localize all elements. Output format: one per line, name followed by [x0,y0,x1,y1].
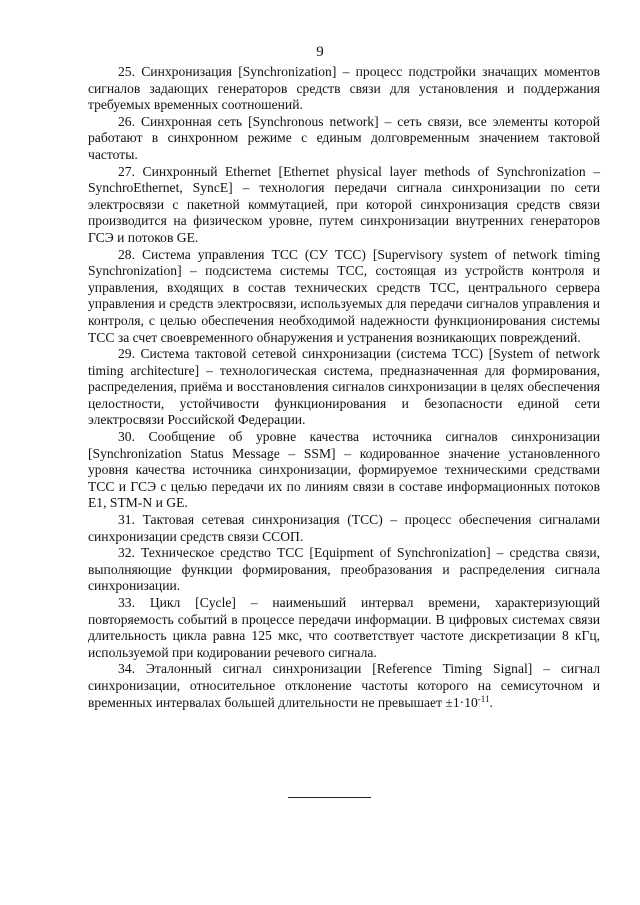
definition-34-text: 34. Эталонный сигнал синхронизации [Reference Timing Signal] – сигнал синхронизации, относительное отклонение частоты которого на семисуточном и временных интервалах большей длительности не превышает ±1·10 [88,661,600,710]
page-number: 9 [316,44,324,60]
definition-27: 27. Синхронный Ethernet [Ethernet physical layer methods of Synchronization – SynchroEthernet, SyncE] – технология передачи сигнала синхронизации по сети электросвязи с пакетной коммутацией, при которой синхронизация средств связи производится на физическом уровне, путем синхронизации внутренних генераторов ГСЭ и потоков GE. [88,163,600,245]
definition-26: 26. Синхронная сеть [Synchronous network] – сеть связи, все элементы которой работают в синхронном режиме с единым долговременным значением тактовой частоты. [88,113,600,162]
document-body [88,64,600,711]
definition-29: 29. Система тактовой сетевой синхронизации (система ТСС) [System of network timing architecture] – технологическая система, предназначенная для формирования, распределения, приёма и восстановления сигналов синхронизации в целях обеспечения целостности, устойчивости функционирования и безопасности единой сети электросвязи Российской Федерации. [88,346,600,428]
definition-32: 32. Техническое средство ТСС [Equipment of Synchronization] – средства связи, выполняющие функции формирования, преобразования и распределения сигнала синхронизации. [88,545,600,594]
end-rule [288,797,371,798]
definition-34 [88,661,600,711]
definition-28: 28. Система управления ТСС (СУ ТСС) [Supervisory system of network timing Synchronization] – подсистема системы ТСС, состоящая из устройств контроля и управления, входящих в состав технических средств ТСС, центрального сервера управления и средств электросвязи, используемых для передачи сигналов управления и контроля, с целью обеспечения необходимой надежности функционирования системы ТСС за счет своевременного обнаружения и устранения возникающих повреждений. [88,246,600,345]
definition-25: 25. Синхронизация [Synchronization] – процесс подстройки значащих моментов сигналов задающих генераторов средств связи для установления и поддержания требуемых временных соотношений. [88,64,600,113]
exponent: -11 [477,693,490,704]
definition-33: 33. Цикл [Cycle] – наименьший интервал времени, характеризующий повторяемость событий в процессе передачи информации. В цифровых системах связи длительность цикла равна 125 мкс, что соответствует частоте дискретизации 8 кГц, используемой при кодировании речевого сигнала. [88,595,600,660]
definition-31: 31. Тактовая сетевая синхронизация (ТСС) – процесс обеспечения сигналами синхронизации средств связи ССОП. [88,512,600,544]
definition-30: 30. Сообщение об уровне качества источника сигналов синхронизации [Synchronization Status Message – SSM] – кодированное значение установленного уровня качества источника синхронизации, формируемое техническими средствами ТСС и ГСЭ с целью передачи их по линиям связи в составе информационных потоков E1, STM-N и GE. [88,429,600,511]
definition-34-tail: . [489,694,493,710]
